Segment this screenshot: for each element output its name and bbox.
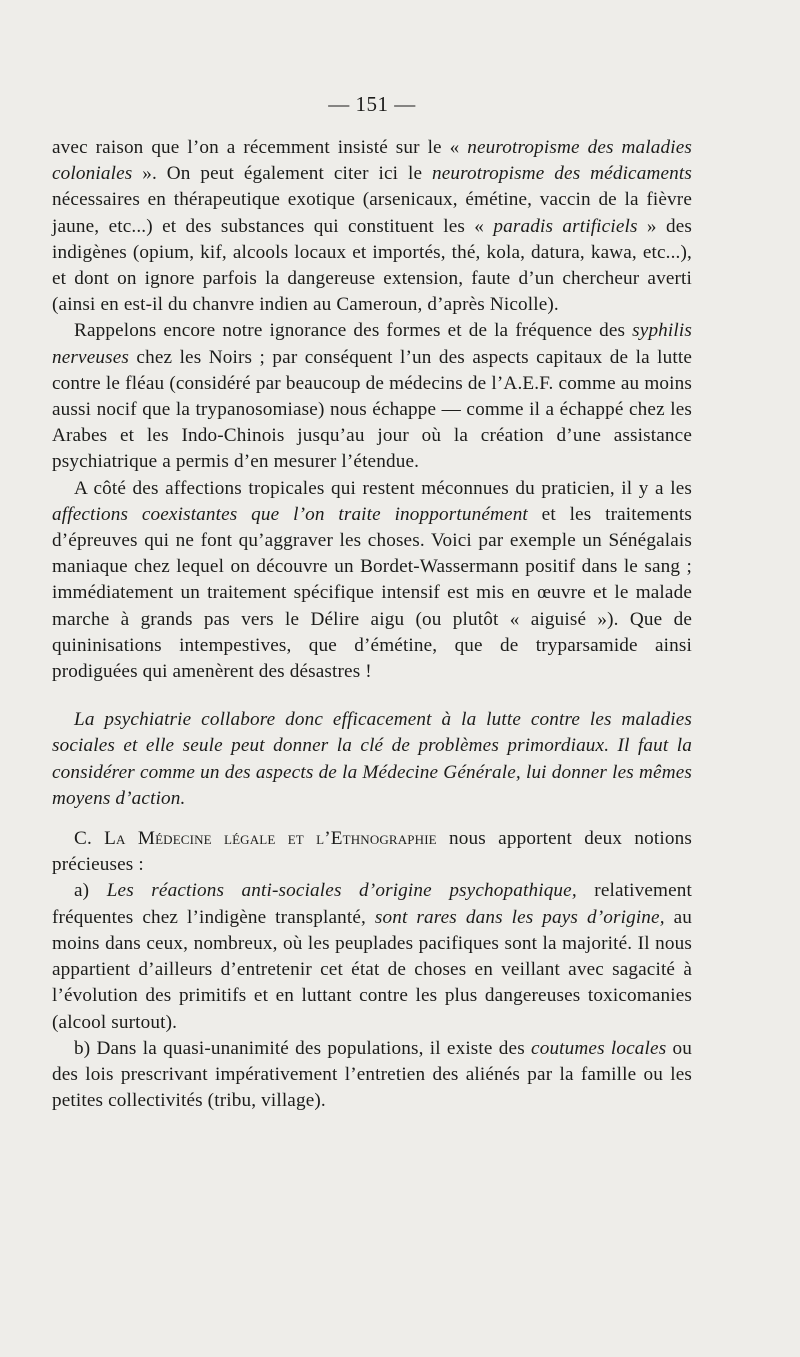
text-run: nécessaires en thérapeutique exotique (arsenicaux, émétine, vaccin de la fièvre jaune, etc...) et des substances qui constituent les « [52,189,692,237]
small-caps-heading: La Médecine légale et l’Ethnographie [104,828,437,850]
text-run: » des indigènes (opium, kif, alcools locaux et importés, thé, kola, datura, kawa, etc...), et dont on ignore parfois la dangereuse extension, faute d’un chercheur averti (ainsi en est-il du chanvre indien au Cameroun, d’après Nicolle). [52,215,693,316]
paragraph-item-a [52,878,692,1035]
text-run: A côté des affections tropicales qui restent méconnues du praticien, il y a les [74,477,692,499]
paragraph-section-c [52,826,692,878]
paragraph-syphilis [52,318,692,475]
italic-run: paradis artificiels [493,215,638,237]
text-run: nous apportent deux notions précieuses : [52,828,692,876]
text-run: C. [74,828,105,850]
italic-run: Les réactions anti-sociales d’origine psychopathique, [106,880,577,902]
paragraph-item-b [52,1036,692,1115]
paragraph-affections-coexistantes [52,476,692,686]
paragraph-conclusion-italic: La psychiatrie collabore donc efficacement à la lutte contre les maladies sociales et elle seule peut donner la clé de problèmes primordiaux. Il faut la considérer comme un des aspects de la Médecine Générale, lui donner les mêmes moyens d’action. [52,709,692,809]
text-run: avec raison que l’on a récemment insisté sur le « [52,137,468,158]
italic-run: sont rares dans les pays d’origine, [374,906,665,928]
italic-run: coutumes locales [531,1037,667,1059]
text-run: Rappelons encore notre ignorance des formes et de la fréquence des [74,320,633,342]
text-run: a) [74,880,107,902]
text-run: b) Dans la quasi-unanimité des populations, il existe des [74,1037,532,1059]
text-run: relativement fréquentes chez l’indigène transplanté, [52,880,692,928]
text-run: et les traitements d’épreuves qui ne font qu’aggraver les choses. Voici par exemple un Sénégalais maniaque chez lequel on découvre un Bordet-Wassermann positif dans le sang ; immédiatement un traitement spécifique intensif est mis en œuvre et le malade marche à grands pas vers le Délire aigu (ou plutôt « aiguisé »). Que de quininisations intempestives, que d’émétine, que de tryparsamide ainsi prodiguées qui amenèrent des désastres ! [52,503,692,683]
text-run: au moins dans ceux, nombreux, où les peuplades pacifiques sont la majorité. Il nous appartient d’ailleurs d’entretenir cet état de choses en veillant avec sagacité à l’évolution des primitifs et en luttant contre les plus dangereuses toxicomanies (alcool surtout). [52,906,692,1033]
paragraph-neurotropisme [52,135,692,318]
italic-run: neurotropisme des médicaments [432,163,692,185]
text-run: ou des lois prescrivant impérativement l’entretien des aliénés par la famille ou les petites collectivités (tribu, village). [52,1037,693,1112]
italic-run: affections coexistantes que l’on traite inopportunément [52,503,528,525]
italic-run: syphilis nerveuses [52,320,692,368]
text-run: chez les Noirs ; par conséquent l’un des aspects capitaux de la lutte contre le fléau (considéré par beaucoup de médecins de l’A.E.F. comme au moins aussi nocif que la trypanosomiase) nous échappe — comme il a échappé chez les Arabes et les Indo-Chinois jusqu’au jour où la création d’une assistance psychiatrique a permis d’en mesurer l’étendue. [52,346,692,473]
page-number: — 151 — [328,92,416,116]
text-run: ». On peut également citer ici le [132,163,432,185]
italic-run: neurotropisme des maladies coloniales [52,137,692,185]
